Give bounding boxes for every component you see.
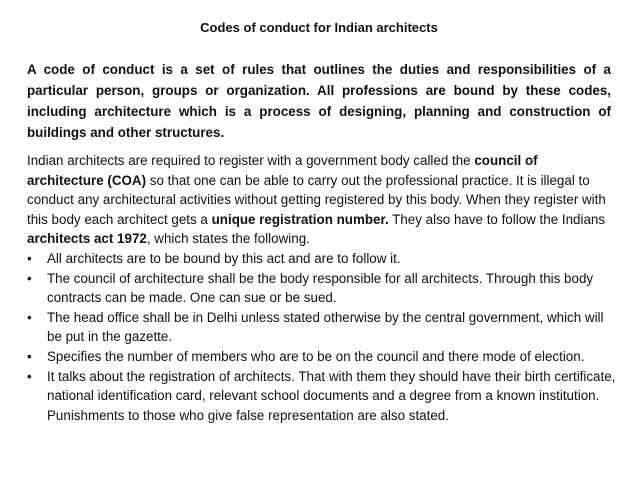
list-item [27, 347, 617, 367]
registration-number-term: unique registration number. [211, 211, 389, 227]
bullet-icon: • [27, 250, 32, 266]
list-item [27, 308, 617, 347]
list-item [27, 249, 617, 269]
architects-act-term: architects act 1972 [27, 231, 147, 247]
bullet-icon: • [27, 309, 32, 325]
bullet-icon: • [27, 348, 32, 364]
list-item [27, 269, 617, 308]
body-section [27, 151, 617, 425]
act-provisions-list [27, 249, 617, 406]
list-item-text: Specifies the number of members who are to be on the council and there mode of election. [47, 348, 585, 364]
list-item-text: It talks about the registration of architects. That with them they should have their birth certificate, national identification card, relevant school documents and a degree from a known institution. [47, 368, 616, 404]
paragraph-text-3: They also have to follow the Indians [388, 211, 606, 227]
list-item-text: The council of architecture shall be the body responsible for all architects. Through this body contracts can be made. One can sue or be sued. [47, 270, 594, 306]
paragraph-text-4: , which states the following. [146, 231, 310, 247]
registration-paragraph [27, 151, 617, 249]
list-item [27, 367, 617, 406]
closing-statement: Punishments to those who give false representation are also stated. [47, 407, 449, 423]
bullet-icon: • [27, 368, 32, 384]
list-item-text: All architects are to be bound by this act and are to follow it. [47, 250, 401, 266]
paragraph-text-1: Indian architects are required to register with a government body called the [27, 153, 475, 168]
paragraph-text-2: so that one can be able to carry out the professional practice. It is illegal to conduct any architectural activities without getting registered by this body. When they register with this body each architect gets a [27, 172, 606, 227]
bullet-icon: • [27, 270, 32, 286]
page-title: Codes of conduct for Indian architects [200, 20, 438, 35]
intro-paragraph: A code of conduct is a set of rules that outlines the duties and responsibilities of a particular person, groups or organization. All professions are bound by these codes, including architecture which is a process of designing, planning and construction of buildings and other structures. [27, 62, 611, 140]
council-of-architecture-term: council of architecture (COA) [27, 153, 538, 188]
list-item-text: The head office shall be in Delhi unless stated otherwise by the central government, which will be put in the gazette. [47, 309, 604, 345]
